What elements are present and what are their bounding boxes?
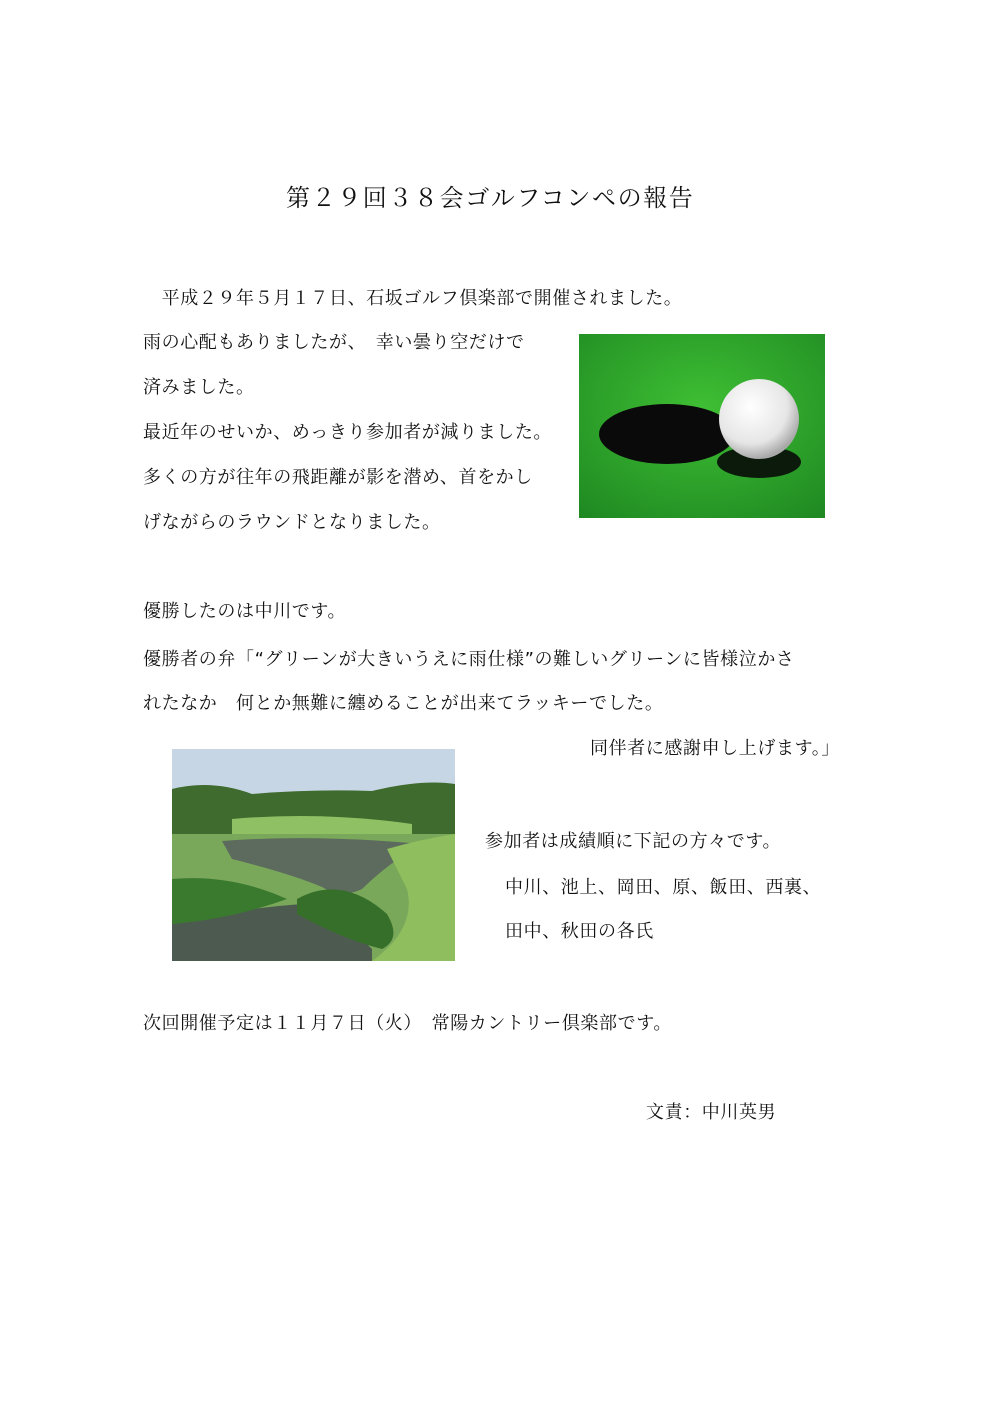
intro-line-4: 最近年のせいか、めっきり参加者が減りました。	[143, 422, 553, 443]
intro-line-1: 平成２９年５月１７日、石坂ゴルフ倶楽部で開催されました。	[143, 288, 683, 309]
participants-line-2: 田中、秋田の各氏	[505, 921, 654, 942]
page-title: 第２９回３８会ゴルフコンペの報告	[286, 184, 695, 212]
intro-line-6: げながらのラウンドとなりました。	[143, 512, 441, 533]
next-event: 次回開催予定は１１月７日（火） 常陽カントリー倶楽部です。	[143, 1013, 672, 1034]
winner-line-2: 優勝者の弁「“グリーンが大きいうえに雨仕様”の難しいグリーンに皆様泣かさ	[143, 649, 795, 670]
intro-line-2: 雨の心配もありましたが、 幸い曇り空だけで	[143, 332, 525, 353]
golf-ball-image-icon	[579, 334, 825, 518]
winner-line-4: 同伴者に感謝申し上げます。」	[590, 738, 840, 759]
winner-line-1: 優勝したのは中川です。	[143, 601, 347, 622]
intro-line-5: 多くの方が往年の飛距離が影を潜め、首をかし	[143, 467, 533, 488]
golf-course-photo	[172, 749, 455, 961]
golf-course-image-icon	[172, 749, 455, 961]
participants-line-1: 中川、池上、岡田、原、飯田、西裏、	[505, 877, 822, 898]
participants-intro: 参加者は成績順に下記の方々です。	[485, 831, 782, 852]
author-credit: 文責：中川英男	[646, 1102, 777, 1123]
golf-ball-photo	[579, 334, 825, 518]
intro-line-3: 済みました。	[143, 377, 255, 398]
winner-line-3: れたなか 何とか無難に纏めることが出来てラッキーでした。	[143, 693, 664, 714]
